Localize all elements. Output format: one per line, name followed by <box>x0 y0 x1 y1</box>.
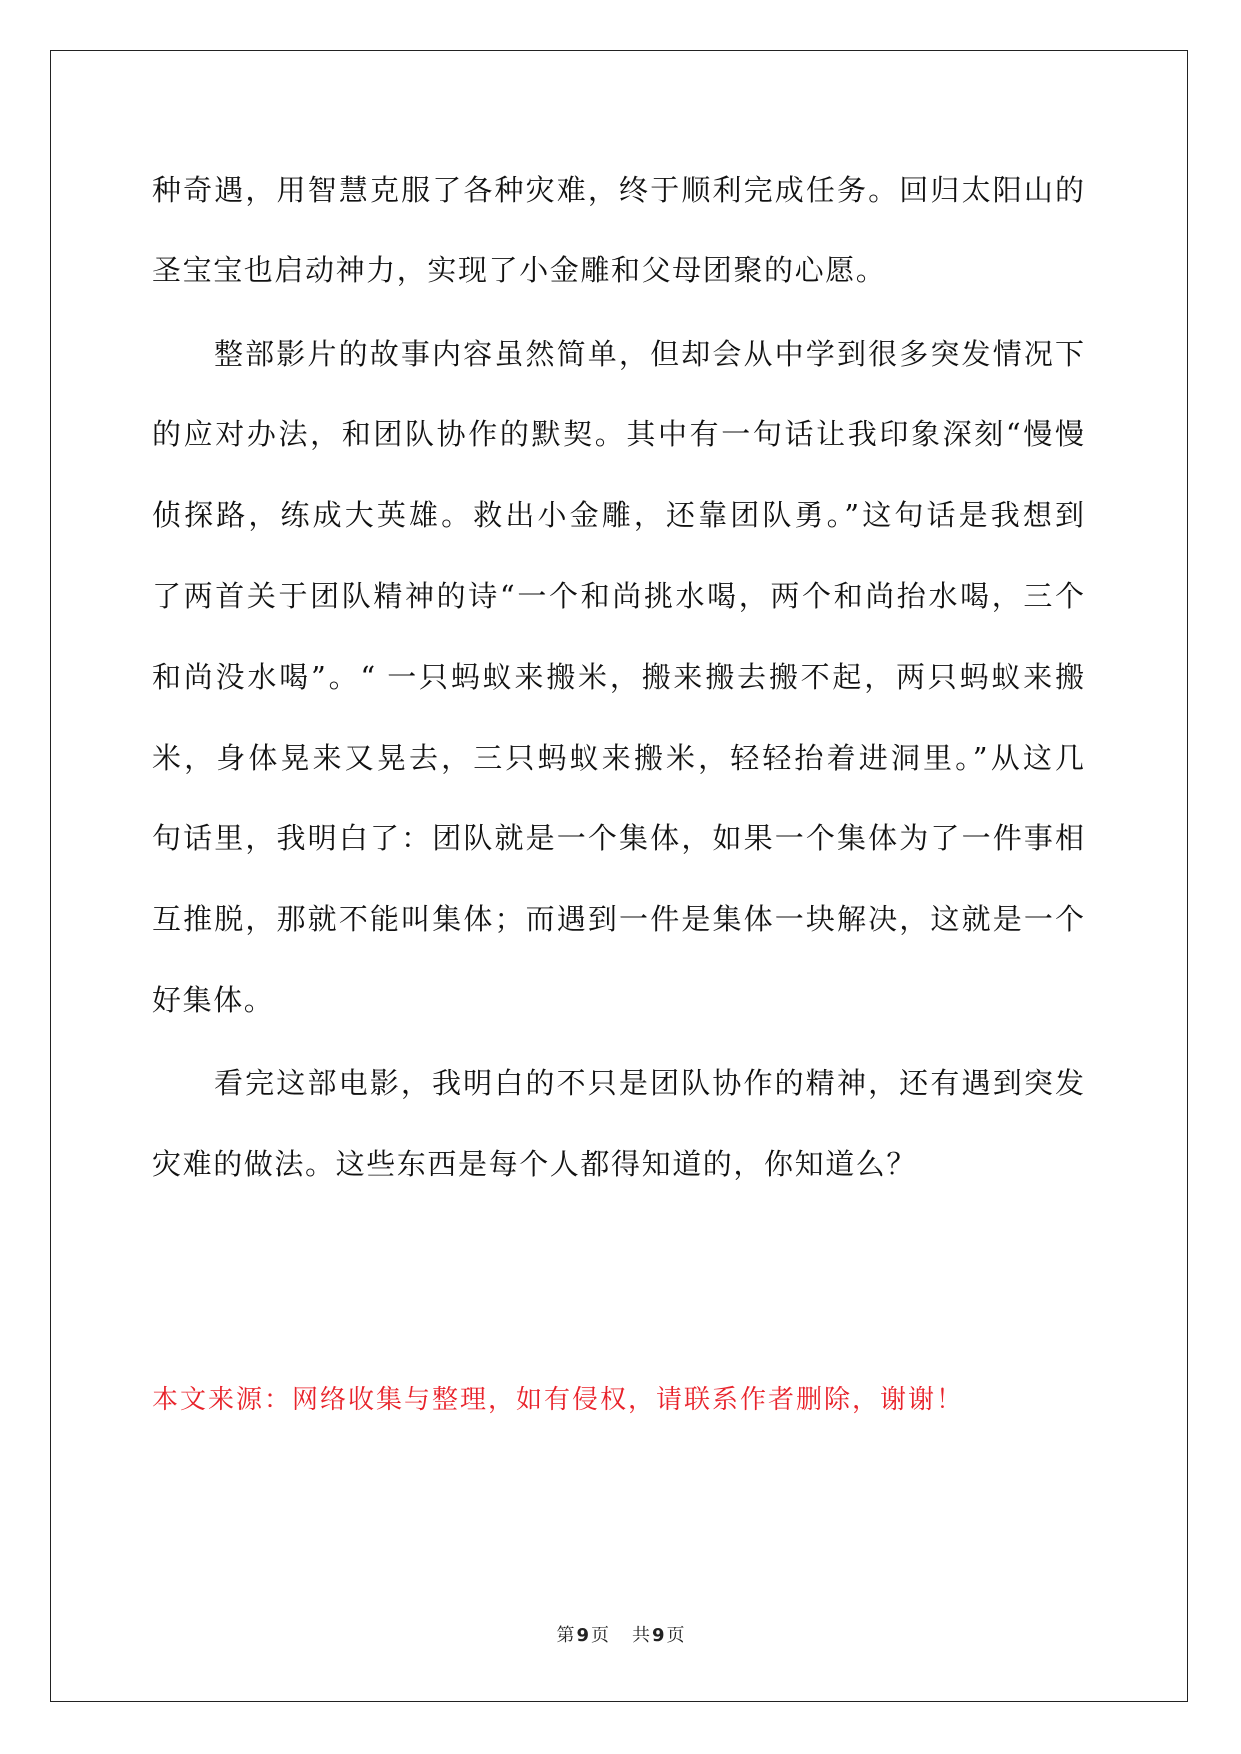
paragraph-line: 了两首关于团队精神的诗“一个和尚挑水喝，两个和尚抬水喝，三个 <box>152 579 1084 613</box>
page-suffix: 页 <box>591 1625 610 1646</box>
page-total: 9 <box>651 1625 665 1646</box>
paragraph-line: 看完这部电影，我明白的不只是团队协作的精神，还有遇到突发 <box>214 1066 1084 1100</box>
total-suffix: 页 <box>666 1625 685 1646</box>
total-prefix: 共 <box>631 1625 650 1646</box>
page-border <box>50 50 1188 1702</box>
paragraph-line: 句话里，我明白了：团队就是一个集体，如果一个集体为了一件事相 <box>152 821 1084 855</box>
paragraph-line: 米，身体晃来又晃去，三只蚂蚁来搬米，轻轻抬着进洞里。”从这几 <box>152 741 1084 775</box>
page-footer <box>0 1624 1241 1648</box>
paragraph-line: 灾难的做法。这些东西是每个人都得知道的，你知道么？ <box>152 1147 918 1181</box>
paragraph-line: 侦探路，练成大英雄。救出小金雕，还靠团队勇。”这句话是我想到 <box>152 498 1084 532</box>
page-prefix: 第 <box>556 1625 575 1646</box>
page-current: 9 <box>576 1625 590 1646</box>
paragraph-line: 种奇遇，用智慧克服了各种灾难，终于顺利完成任务。回归太阳山的 <box>152 173 1084 207</box>
source-note: 本文来源：网络收集与整理，如有侵权，请联系作者删除，谢谢！ <box>152 1385 965 1415</box>
paragraph-line: 和尚没水喝”。“ 一只蚂蚁来搬米，搬来搬去搬不起，两只蚂蚁来搬 <box>152 660 1084 694</box>
paragraph-line: 圣宝宝也启动神力，实现了小金雕和父母团聚的心愿。 <box>152 253 887 287</box>
paragraph-line: 的应对办法，和团队协作的默契。其中有一句话让我印象深刻“慢慢 <box>152 417 1084 451</box>
paragraph-line: 整部影片的故事内容虽然简单，但却会从中学到很多突发情况下 <box>214 337 1084 371</box>
paragraph-line: 好集体。 <box>152 983 275 1017</box>
paragraph-line: 互推脱，那就不能叫集体；而遇到一件是集体一块解决，这就是一个 <box>152 902 1084 936</box>
